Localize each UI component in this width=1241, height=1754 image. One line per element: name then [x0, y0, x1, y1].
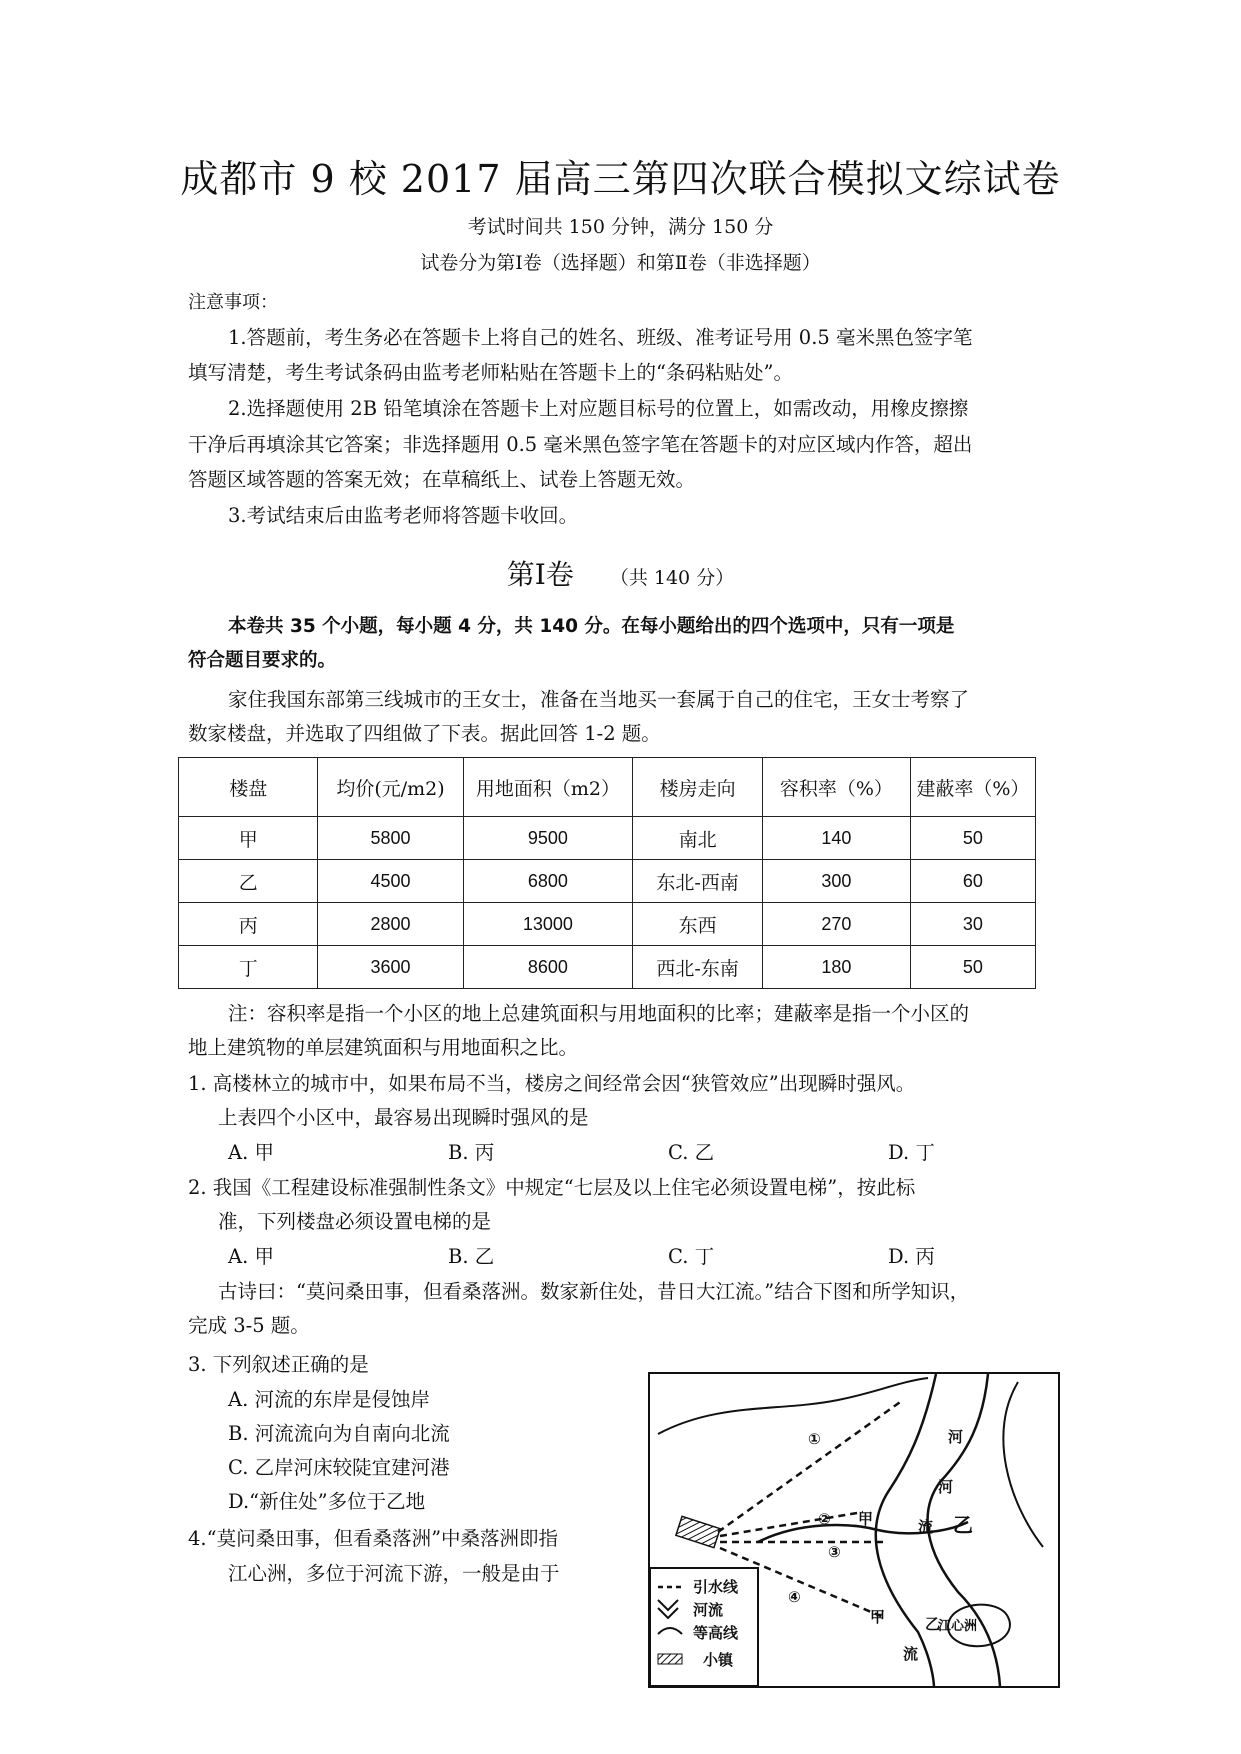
question-1-stem: 上表四个小区中，最容易出现瞬时强风的是 [218, 1106, 589, 1129]
table-note-line: 注：容积率是指一个小区的地上总建筑面积与用地面积的比率；建蔽率是指一个小区的 [228, 1002, 970, 1025]
table-cell: 东西 [633, 903, 763, 946]
question-4-stem: 江心洲，多位于河流下游，一般是由于 [228, 1562, 560, 1585]
table-row [179, 817, 1036, 860]
table-cell: 50 [910, 817, 1035, 860]
table-note-line: 地上建筑物的单层建筑面积与用地面积之比。 [188, 1036, 579, 1059]
exam-title: 成都市 9 校 2017 届高三第四次联合模拟文综试卷 [180, 157, 1061, 201]
legend-label: 小镇 [703, 1651, 734, 1669]
table-cell: 东北-西南 [633, 860, 763, 903]
question-2-options [0, 1241, 1241, 1271]
map-label: 乙 [953, 1513, 973, 1537]
intro-line: 本卷共 35 个小题，每小题 4 分，共 140 分。在每小题给出的四个选项中，只有一项是 [228, 616, 955, 637]
table-cell: 8600 [463, 946, 633, 989]
table-header-row [179, 758, 1036, 817]
notice-line: 干净后再填涂其它答案；非选择题用 0.5 毫米黑色签字笔在答题卡的对应区域内作答，超出 [188, 433, 973, 456]
option-b: B. 乙 [448, 1245, 495, 1268]
notice-line: 2.选择题使用 2B 铅笔填涂在答题卡上对应题目标号的位置上，如需改动，用橡皮擦擦 [228, 397, 969, 420]
table-cell: 3600 [318, 946, 463, 989]
table-cell: 甲 [179, 817, 318, 860]
option-d: D.“新住处”多位于乙地 [228, 1490, 426, 1513]
table-cell: 180 [762, 946, 910, 989]
table-header: 均价(元/m2) [318, 758, 463, 817]
map-label: 河 [948, 1428, 964, 1446]
table-cell: 60 [910, 860, 1035, 903]
passage-line: 数家楼盘，并选取了四组做了下表。据此回答 1-2 题。 [188, 722, 661, 745]
option-d: D. 丁 [888, 1141, 935, 1164]
option-c: C. 丁 [668, 1245, 715, 1268]
map-label: 江心洲 [938, 1619, 978, 1634]
question-2-stem: 准，下列楼盘必须设置电梯的是 [218, 1210, 492, 1233]
option-b: B. 丙 [448, 1141, 495, 1164]
exam-duration: 考试时间共 150 分钟，满分 150 分 [467, 216, 774, 238]
contour-line [1003, 1382, 1043, 1547]
map-label: 甲 [858, 1510, 874, 1528]
notice-line: 答题区域答题的答案无效；在草稿纸上、试卷上答题无效。 [188, 468, 696, 491]
table-cell: 4500 [318, 860, 463, 903]
town-marker [676, 1516, 720, 1547]
housing-table [178, 757, 1036, 989]
legend-symbol-town [658, 1654, 682, 1664]
passage-line: 家住我国东部第三线城市的王女士，准备在当地买一套属于自己的住宅，王女士考察了 [228, 688, 970, 711]
map-circled-label: ① [808, 1430, 821, 1448]
option-c: C. 乙岸河床较陡宜建河港 [228, 1456, 450, 1479]
table-cell: 140 [762, 817, 910, 860]
legend-label: 河流 [693, 1601, 724, 1619]
option-b: B. 河流流向为自南向北流 [228, 1422, 450, 1445]
table-cell: 6800 [463, 860, 633, 903]
section-title: 第Ⅰ卷 [506, 558, 574, 591]
map-label: 流 [918, 1518, 934, 1536]
section-score: （共 140 分） [609, 567, 735, 589]
water-line [718, 1400, 903, 1532]
table-cell: 2800 [318, 903, 463, 946]
table-header: 容积率（%） [762, 758, 910, 817]
option-a: A. 甲 [228, 1141, 274, 1164]
river-map [648, 1372, 1060, 1688]
question-1-stem: 1. 高楼林立的城市中，如果布局不当，楼房之间经常会因“狭管效应”出现瞬时强风。 [188, 1072, 916, 1095]
table-cell: 西北-东南 [633, 946, 763, 989]
map-label: 乙 [925, 1615, 941, 1633]
legend-label: 等高线 [693, 1624, 739, 1642]
table-cell: 丙 [179, 903, 318, 946]
map-label: 甲 [870, 1608, 886, 1626]
table-cell: 9500 [463, 817, 633, 860]
table-header: 用地面积（m2） [463, 758, 633, 817]
table-cell: 5800 [318, 817, 463, 860]
map-circled-label: ④ [788, 1588, 801, 1606]
legend-label: 引水线 [693, 1578, 739, 1596]
notice-line: 填写清楚，考生考试条码由监考老师粘贴在答题卡上的“条码粘贴处”。 [188, 361, 793, 384]
table-row [179, 860, 1036, 903]
table-row [179, 903, 1036, 946]
question-3-stem: 3. 下列叙述正确的是 [188, 1353, 369, 1376]
table-cell: 南北 [633, 817, 763, 860]
table-header: 楼盘 [179, 758, 318, 817]
table-cell: 300 [762, 860, 910, 903]
table-cell: 270 [762, 903, 910, 946]
option-c: C. 乙 [668, 1141, 715, 1164]
question-2-stem: 2. 我国《工程建设标准强制性条文》中规定“七层及以上住宅必须设置电梯”，按此标 [188, 1176, 916, 1199]
contour-line [658, 1378, 928, 1434]
notice-heading: 注意事项： [188, 292, 278, 313]
table-cell: 13000 [463, 903, 633, 946]
option-a: A. 河流的东岸是侵蚀岸 [228, 1388, 430, 1411]
table-cell: 30 [910, 903, 1035, 946]
table-cell: 丁 [179, 946, 318, 989]
option-d: D. 丙 [888, 1245, 935, 1268]
map-circled-label: ③ [828, 1543, 841, 1561]
notice-line: 3.考试结束后由监考老师将答题卡收回。 [228, 504, 579, 527]
exam-structure: 试卷分为第Ⅰ卷（选择题）和第Ⅱ卷（非选择题） [420, 252, 821, 274]
question-1-options [0, 1137, 1241, 1167]
table-header: 建蔽率（%） [910, 758, 1035, 817]
table-row [179, 946, 1036, 989]
map-circled-label: ② [818, 1510, 831, 1528]
option-a: A. 甲 [228, 1245, 274, 1268]
table-header: 楼房走向 [633, 758, 763, 817]
intro-line: 符合题目要求的。 [188, 650, 337, 671]
map-label: 河 [938, 1478, 954, 1496]
poem-line: 完成 3-5 题。 [188, 1314, 310, 1337]
table-cell: 50 [910, 946, 1035, 989]
notice-line: 1.答题前，考生务必在答题卡上将自己的姓名、班级、准考证号用 0.5 毫米黑色签字笔 [228, 326, 973, 349]
question-4-stem: 4.“莫问桑田事，但看桑落洲”中桑落洲即指 [188, 1527, 559, 1550]
poem-line: 古诗曰：“莫问桑田事，但看桑落洲。数家新住处，昔日大江流。”结合下图和所学知识， [218, 1280, 970, 1303]
map-label: 流 [903, 1645, 919, 1663]
table-cell: 乙 [179, 860, 318, 903]
section-heading [0, 553, 1241, 593]
